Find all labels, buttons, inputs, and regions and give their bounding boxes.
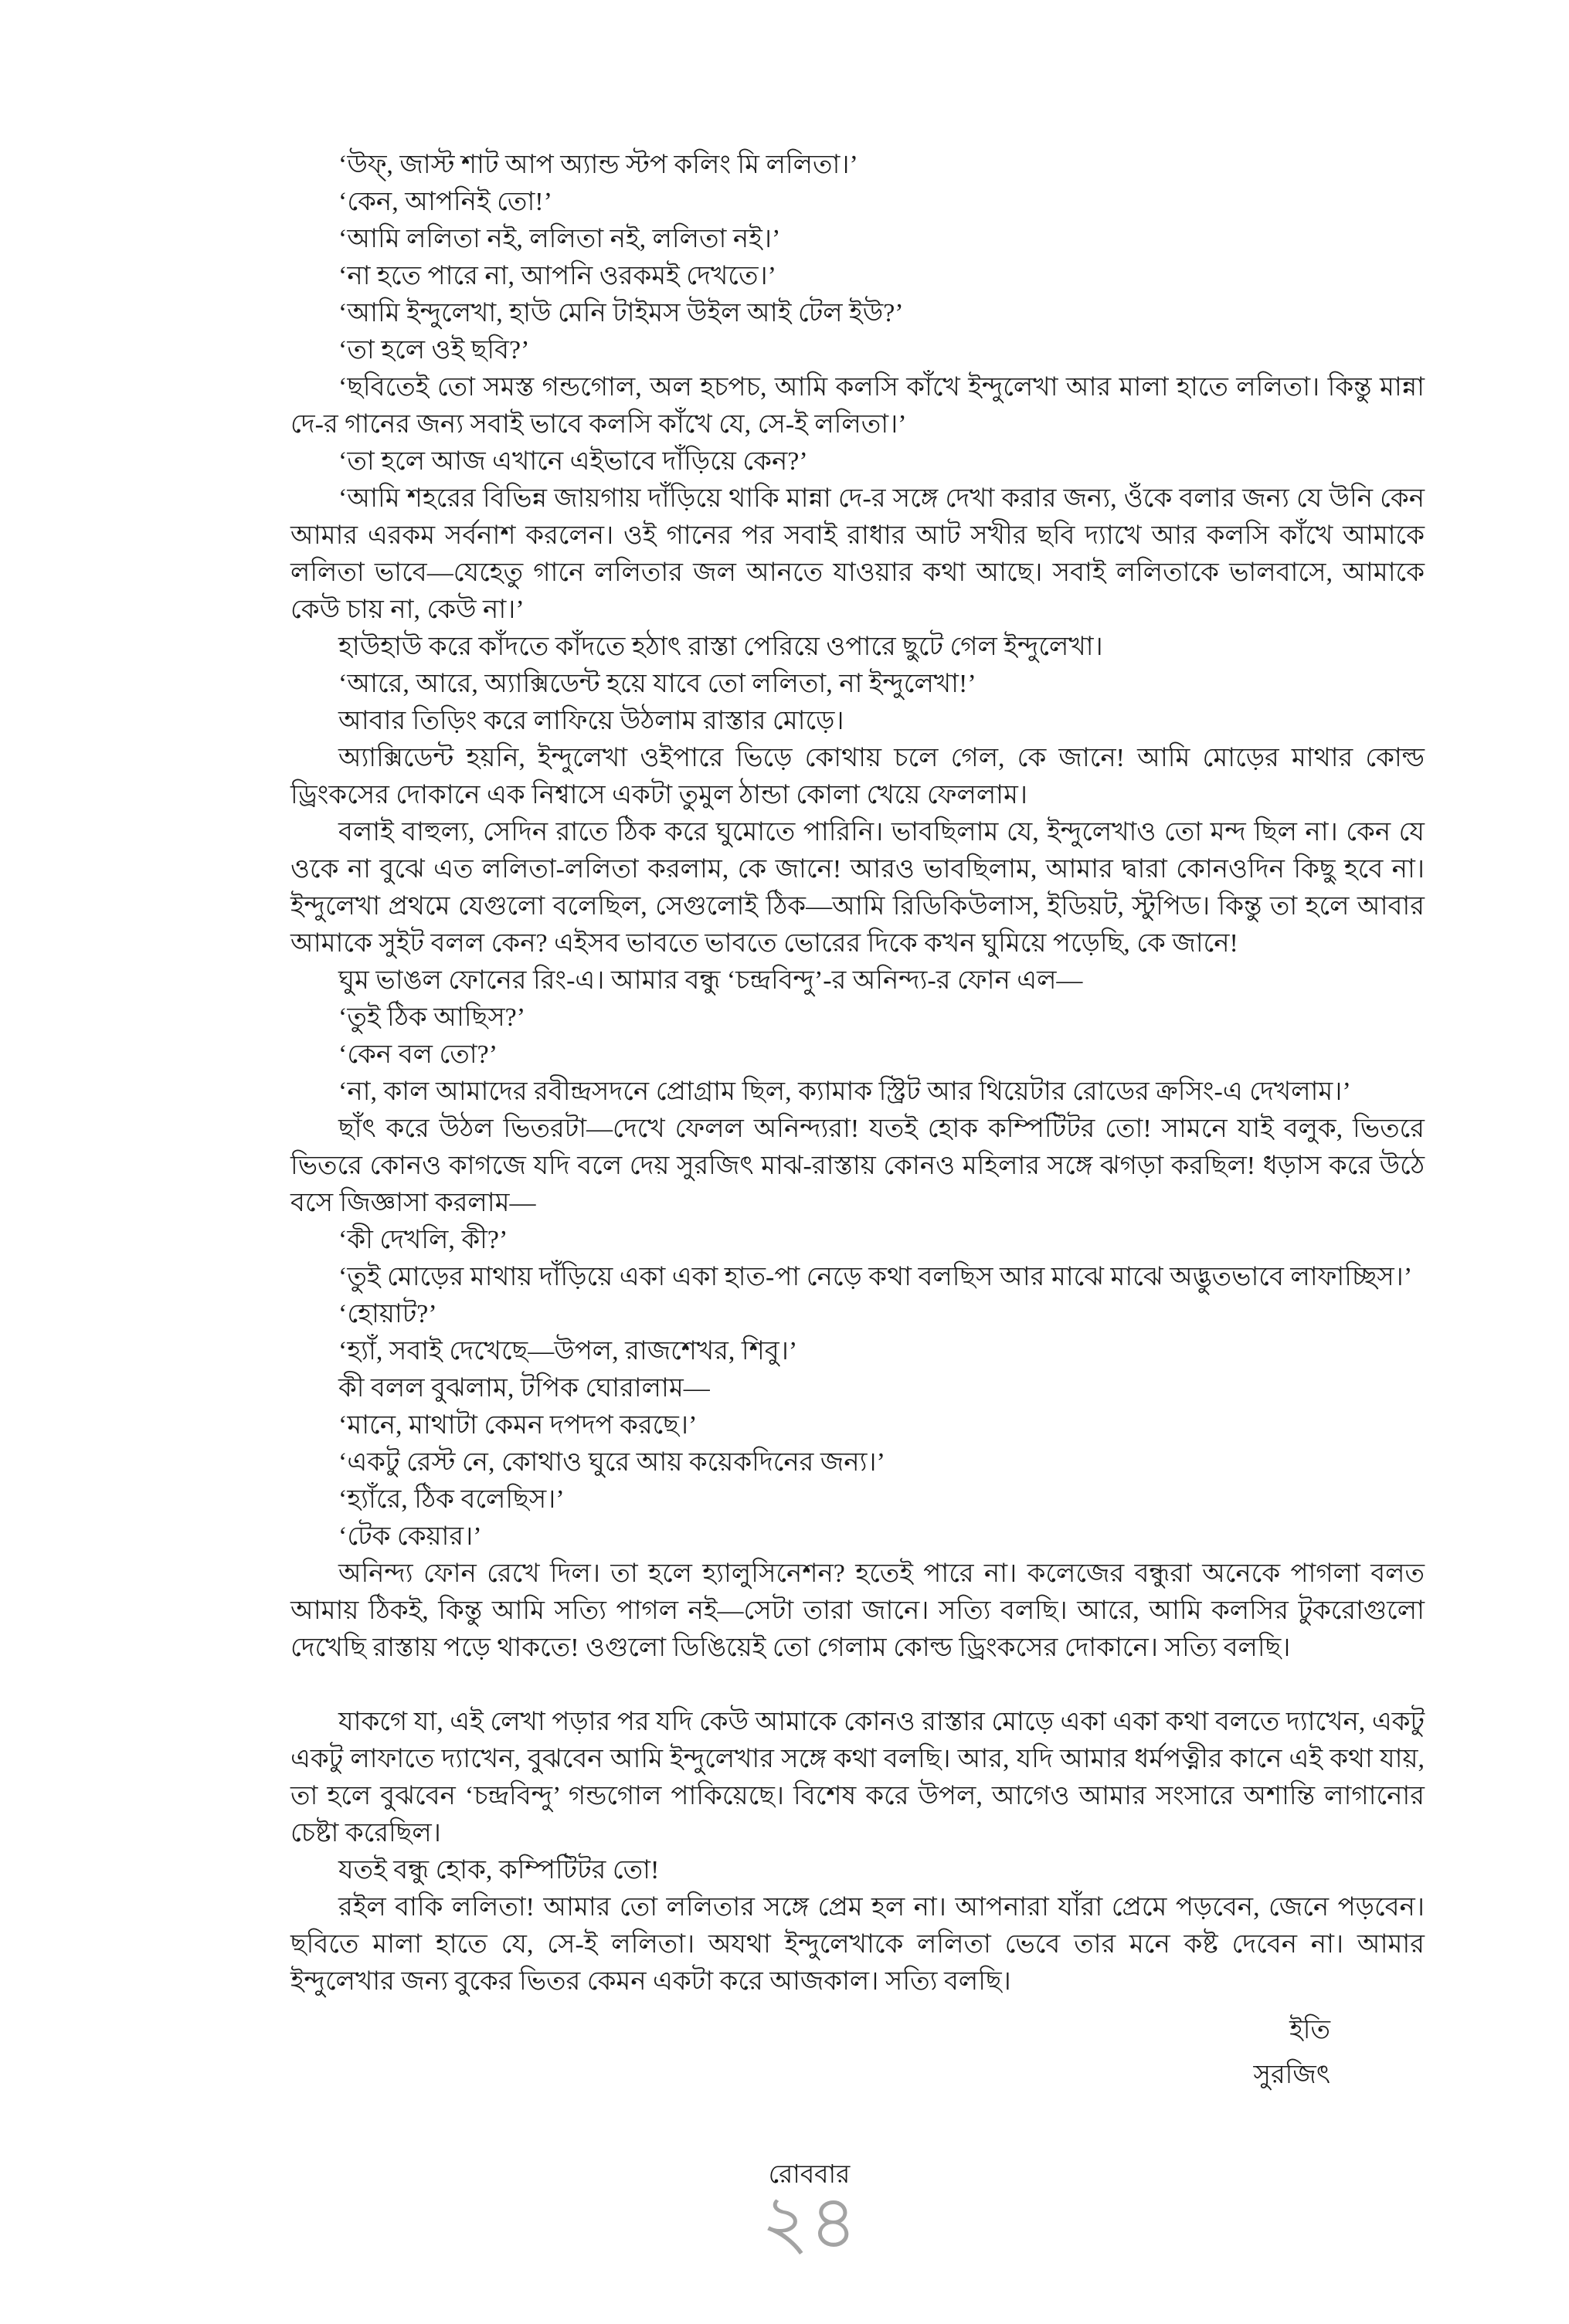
paragraph: ‘তুই মোড়ের মাথায় দাঁড়িয়ে একা একা হাত-পা নেড়ে কথা বলছিস আর মাঝে মাঝে অদ্ভুতভাবে লাফাচ্ছিস।’ (338, 1263, 1413, 1291)
paragraph: ‘ছবিতেই তো সমস্ত গন্ডগোল, অল হচপচ, আমি কলসি কাঁখে ইন্দুলেখা আর মালা হাতে ললিতা। কিন্তু মান্না দে-র গানের জন্য সবাই ভাবে কলসি কাঁখে যে, সে-ই ললিতা।’ (290, 373, 1425, 439)
paragraph: ‘আমি শহরের বিভিন্ন জায়গায় দাঁড়িয়ে থাকি মান্না দে-র সঙ্গে দেখা করার জন্য, ওঁকে বলার জন্য যে উনি কেন আমার এরকম সর্বনাশ করলেন। ওই গানের পর সবাই রাধার আট সখীর ছবি দ্যাখে আর কলসি কাঁখে আমাকে ললিতা ভাবে—যেহেতু গানে ললিতার জল আনতে যাওয়ার কথা আছে। সবাই ললিতাকে ভালবাসে, আমাকে কেউ চায় না, কেউ না।’ (290, 484, 1425, 624)
paragraph: বলাই বাহুল্য, সেদিন রাতে ঠিক করে ঘুমোতে পারিনি। ভাবছিলাম যে, ইন্দুলেখাও তো মন্দ ছিল না। কেন যে ওকে না বুঝে এত ললিতা-ললিতা করলাম, কে জানে! আরও ভাবছিলাম, আমার দ্বারা কোনওদিন কিছু হবে না। ইন্দুলেখা প্রথমে যেগুলো বলেছিল, সেগুলোই ঠিক—আমি রিডিকিউলাস, ইডিয়ট, স্টুপিড। কিন্তু তা হলে আবার আমাকে সুইট বলল কেন? এইসব ভাবতে ভাবতে ভোরের দিকে কখন ঘুমিয়ে পড়েছি, কে জানে! (290, 818, 1425, 958)
paragraph: ‘হ্যাঁ, সবাই দেখেছে—উপল, রাজশেখর, শিবু।’ (338, 1337, 798, 1366)
paragraph: ‘আমি ললিতা নই, ললিতা নই, ললিতা নই।’ (338, 225, 781, 253)
paragraph: ‘আমি ইন্দুলেখা, হাউ মেনি টাইমস উইল আই টেল ইউ?’ (338, 299, 904, 327)
magazine-name: রোববার (768, 2161, 851, 2189)
paragraph: ‘না, কাল আমাদের রবীন্দ্রসদনে প্রোগ্রাম ছিল, ক্যামাক স্ট্রিট আর থিয়েটার রোডের ক্রসিং-এ দেখলাম।’ (338, 1077, 1351, 1106)
paragraph: অনিন্দ্য ফোন রেখে দিল। তা হলে হ্যালুসিনেশন? হতেই পারে না। কলেজের বন্ধুরা অনেকে পাগলা বলত আমায় ঠিকই, কিন্তু আমি সত্যি পাগল নই—সেটা তারা জানে। সত্যি বলছি। আরে, আমি কলসির টুকরোগুলো দেখেছি রাস্তায় পড়ে থাকতে! ওগুলো ডিঙিয়েই তো গেলাম কোল্ড ড্রিংকসের দোকানে। সত্যি বলছি। (290, 1559, 1425, 1662)
paragraph: আবার তিড়িং করে লাফিয়ে উঠলাম রাস্তার মোড়ে। (338, 707, 844, 735)
story-text-block (290, 147, 1425, 2098)
paragraph: যতই বন্ধু হোক, কম্পিটিটর তো! (338, 1856, 660, 1885)
paragraph: হাউহাউ করে কাঁদতে কাঁদতে হঠাৎ রাস্তা পেরিয়ে ওপারে ছুটে গেল ইন্দুলেখা। (338, 633, 1103, 661)
paragraph: ‘উফ্, জাস্ট শাট আপ অ্যান্ড স্টপ কলিং মি ললিতা।’ (338, 151, 858, 179)
page-footer (25, 2161, 1569, 2264)
signature-closing: ইতি (1289, 2016, 1330, 2044)
paragraph: ‘না হতে পারে না, আপনি ওরকমই দেখতে।’ (338, 262, 776, 290)
signature-author-name: সুরজিৎ (1253, 2061, 1330, 2089)
paragraph: ‘টেক কেয়ার।’ (338, 1522, 482, 1551)
paragraph: ‘হোয়াট?’ (338, 1300, 437, 1328)
paragraph: ‘মানে, মাথাটা কেমন দপদপ করছে।’ (338, 1411, 698, 1440)
paragraph: ছাঁৎ করে উঠল ভিতরটা—দেখে ফেলল অনিন্দ্যরা! যতই হোক কম্পিটিটর তো! সামনে যাই বলুক, ভিতরে ভিতরে কোনও কাগজে যদি বলে দেয় সুরজিৎ মাঝ-রাস্তায় কোনও মহিলার সঙ্গে ঝগড়া করছিল! ধড়াস করে উঠে বসে জিজ্ঞাসা করলাম— (290, 1115, 1425, 1217)
paragraph: ‘আরে, আরে, অ্যাক্সিডেন্ট হয়ে যাবে তো ললিতা, না ইন্দুলেখা!’ (338, 670, 976, 698)
paragraph: ‘তা হলে আজ এখানে এইভাবে দাঁড়িয়ে কেন?’ (338, 447, 808, 476)
paragraph: রইল বাকি ললিতা! আমার তো ললিতার সঙ্গে প্রেম হল না। আপনারা যাঁরা প্রেমে পড়বেন, জেনে পড়বেন। ছবিতে মালা হাতে যে, সে-ই ললিতা। অযথা ইন্দুলেখাকে ললিতা ভেবে তার মনে কষ্ট দেবেন না। আমার ইন্দুলেখার জন্য বুকের ভিতর কেমন একটা করে আজকাল। সত্যি বলছি। (290, 1893, 1425, 1996)
paragraph: ‘তুই ঠিক আছিস?’ (338, 1003, 526, 1032)
paragraph: ঘুম ভাঙল ফোনের রিং-এ। আমার বন্ধু ‘চন্দ্রবিন্দু’-র অনিন্দ্য-র ফোন এল— (338, 966, 1083, 995)
paragraph: ‘একটু রেস্ট নে, কোথাও ঘুরে আয় কয়েকদিনের জন্য।’ (338, 1448, 885, 1477)
story-paragraphs (290, 147, 1425, 2000)
page-number: ২৪ (761, 2181, 858, 2264)
paragraph: যাকগে যা, এই লেখা পড়ার পর যদি কেউ আমাকে কোনও রাস্তার মোড়ে একা একা কথা বলতে দ্যাখেন, একটু একটু লাফাতে দ্যাখেন, বুঝবেন আমি ইন্দুলেখার সঙ্গে কথা বলছি। আর, যদি আমার ধর্মপত্নীর কানে এই কথা যায়, তা হলে বুঝবেন ‘চন্দ্রবিন্দু’ গন্ডগোল পাকিয়েছে। বিশেষ করে উপল, আগেও আমার সংসারে অশান্তি লাগানোর চেষ্টা করেছিল। (290, 1708, 1425, 1847)
paragraph: ‘তা হলে ওই ছবি?’ (338, 336, 530, 365)
paragraph: ‘কেন, আপনিই তো!’ (338, 188, 552, 216)
signature-block (290, 2008, 1425, 2098)
paragraph: ‘হ্যাঁরে, ঠিক বলেছিস।’ (338, 1485, 565, 1514)
paragraph: ‘কী দেখলি, কী?’ (338, 1226, 508, 1254)
paragraph: ‘কেন বল তো?’ (338, 1040, 498, 1069)
paragraph: অ্যাক্সিডেন্ট হয়নি, ইন্দুলেখা ওইপারে ভিড়ে কোথায় চলে গেল, কে জানে! আমি মোড়ের মাথার কোল্ড ড্রিংকসের দোকানে এক নিশ্বাসে একটা তুমুল ঠান্ডা কোলা খেয়ে ফেললাম। (290, 744, 1425, 809)
paragraph: কী বলল বুঝলাম, টপিক ঘোরালাম— (338, 1374, 710, 1403)
